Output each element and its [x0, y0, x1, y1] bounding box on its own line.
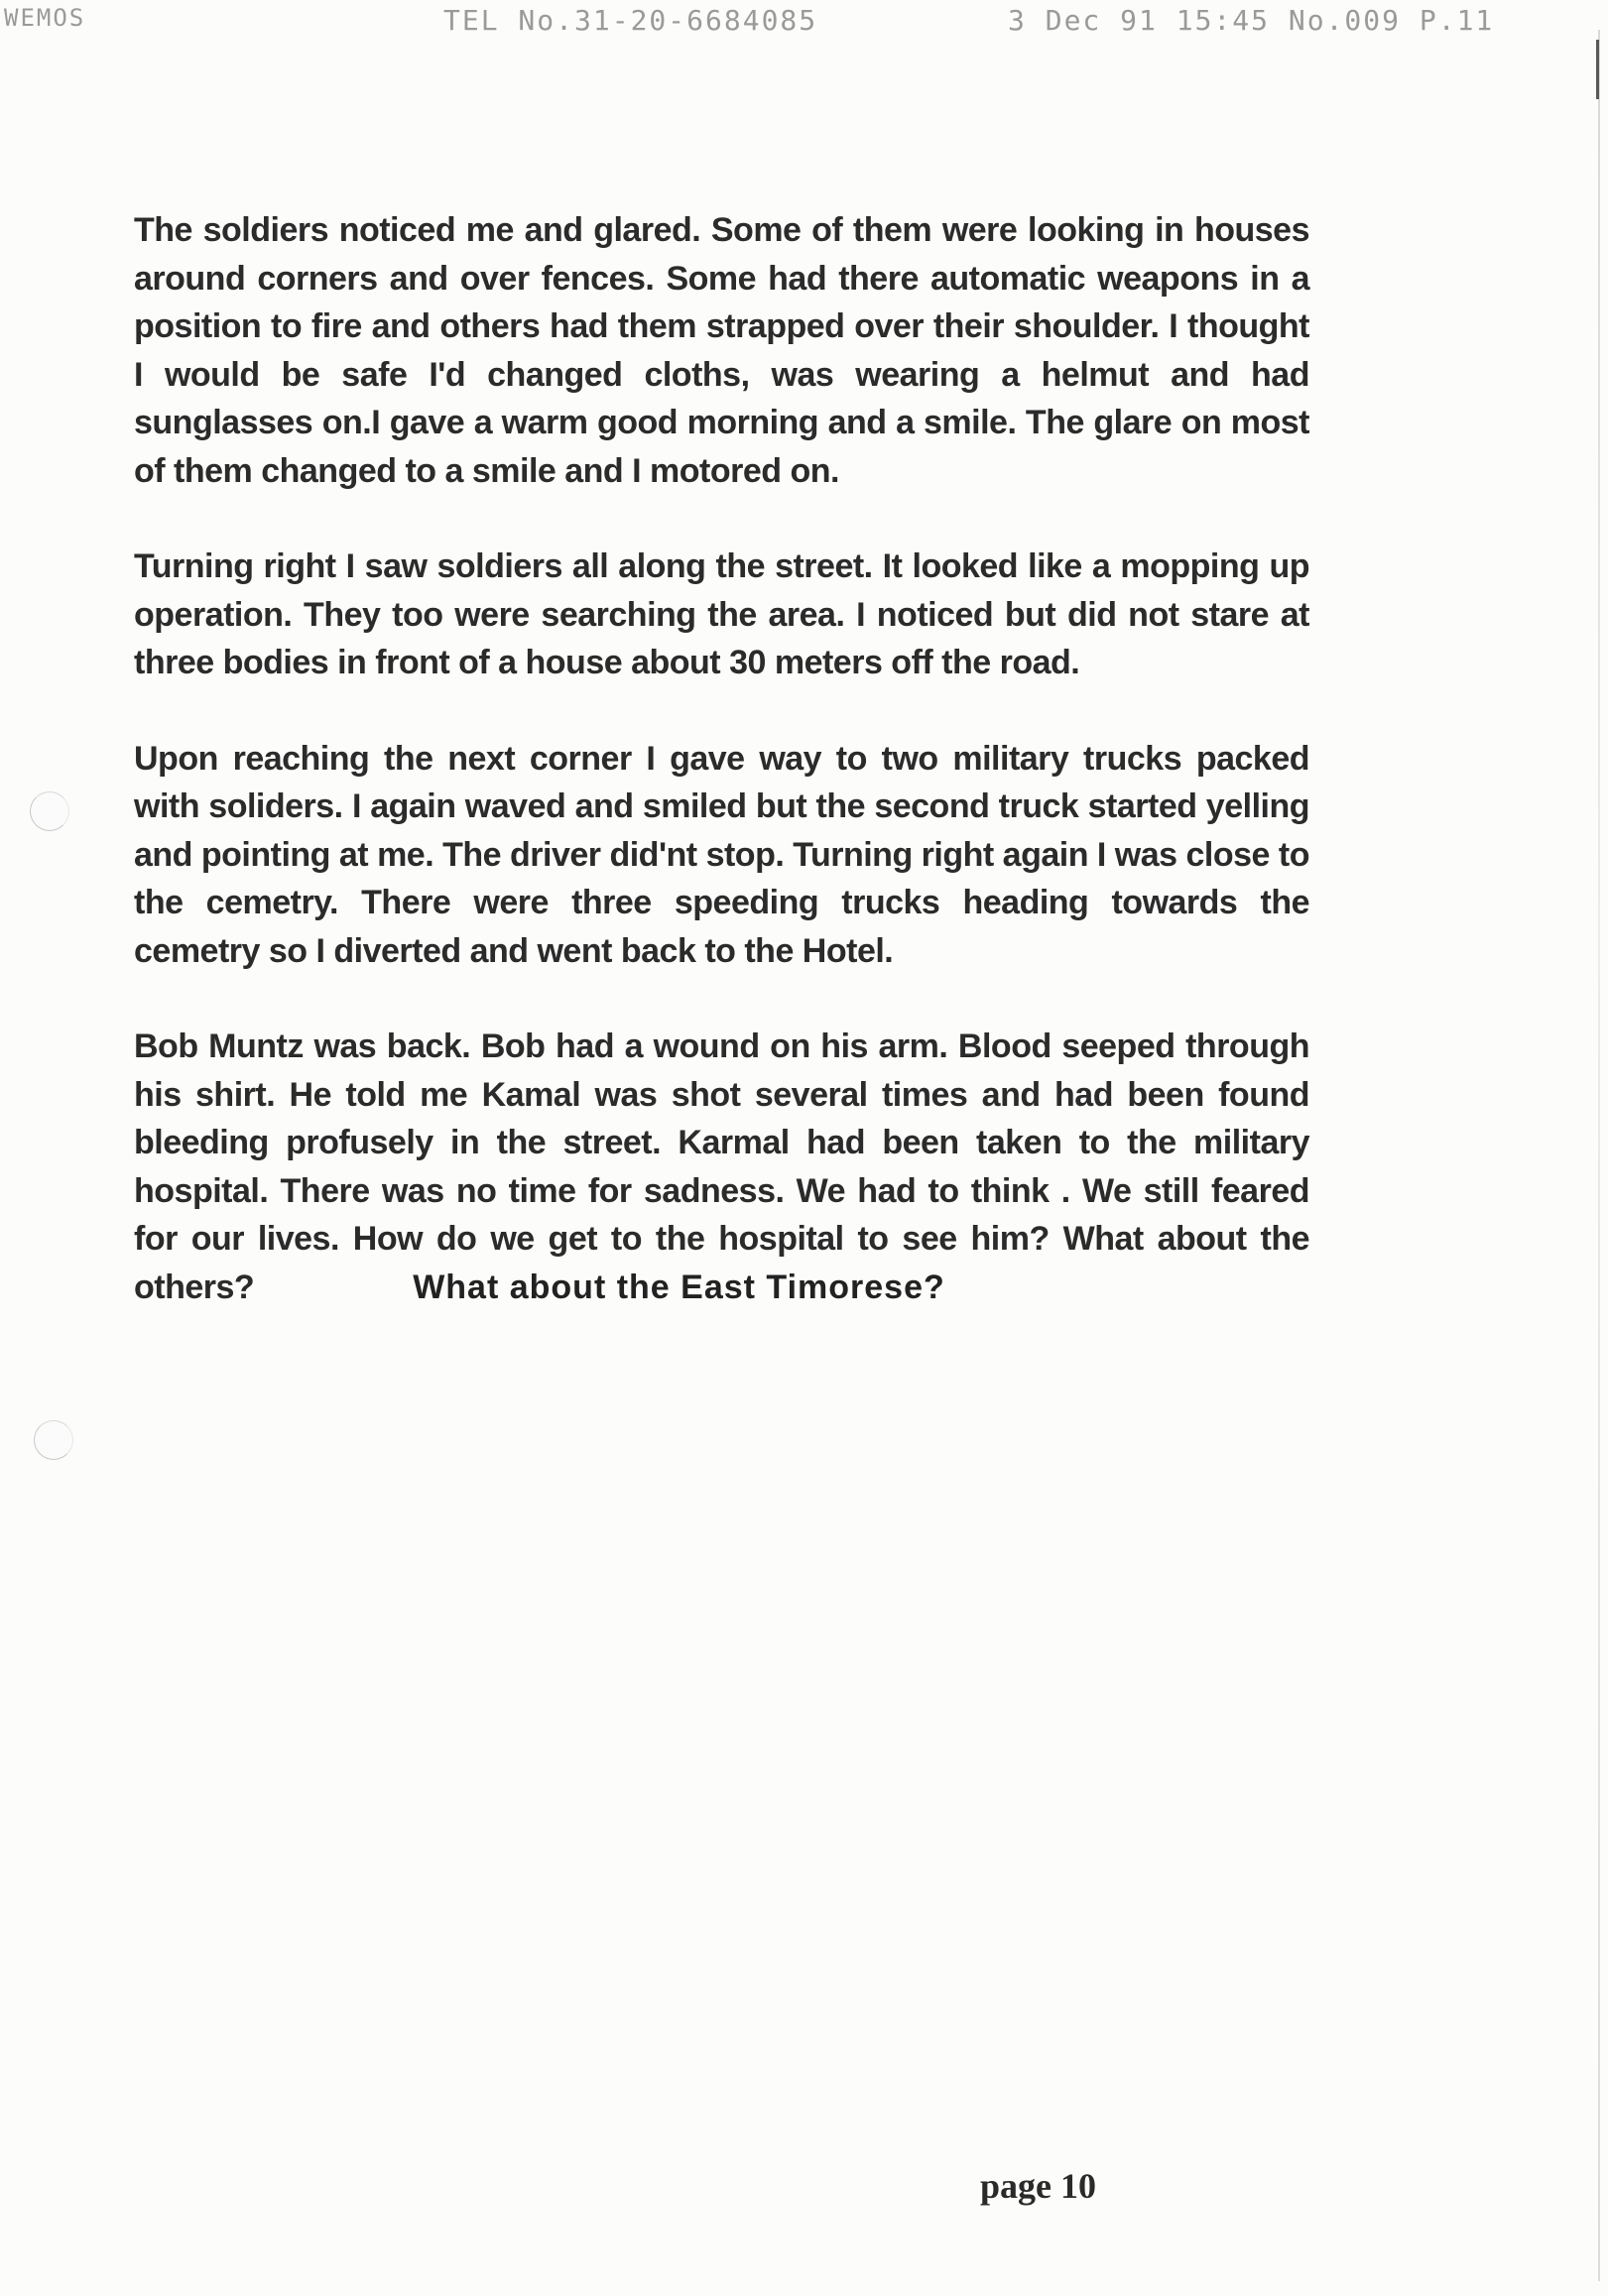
paragraph-4 [134, 1023, 1309, 1311]
page-number: page 10 [980, 2166, 1096, 2206]
fax-sender: WEMOS [4, 4, 86, 32]
page-edge-shadow [1598, 30, 1600, 2281]
fax-header [0, 4, 1608, 44]
paragraph-4-text: Bob Muntz was back. Bob had a wound on his arm. Blood seeped through his shirt. He told me Kamal was shot several times and had been found bleeding profusely in the street. Karmal had been taken to the military hospital. There was no time for sadness. We had to think . We still feared for our lives. How do we get to the hospital to see him? What about the others? [134, 1027, 1309, 1306]
paragraph-3: Upon reaching the next corner I gave way to two military trucks packed with soliders. I again waved and smiled but the second truck started yelling and pointing at me. The driver did'nt stop. Turning right again I was close to the cemetry. There were three speeding trucks heading towards the cemetry so I diverted and went back to the Hotel. [134, 739, 1309, 970]
fax-telephone: TEL No.31-20-6684085 [443, 4, 818, 37]
punch-hole-icon [30, 791, 69, 831]
emphasis-question: What about the East Timorese? [413, 1268, 945, 1306]
punch-hole-icon [34, 1420, 73, 1460]
paragraph-1: The soldiers noticed me and glared. Some of them were looking in houses around corners and over fences. Some had there automatic weapons in a position to fire and others had them strapped over their shoulder. I thought I would be safe I'd changed cloths, was wearing a helmut and had sunglasses on.I gave a warm good morning and a smile. The glare on most of them changed to a smile and I motored on. [134, 211, 1309, 490]
page-edge-mark [1596, 40, 1599, 99]
document-body [134, 206, 1309, 1359]
fax-date-line: 3 Dec 91 15:45 No.009 P.11 [1008, 4, 1495, 37]
paragraph-2: Turning right I saw soldiers all along the street. It looked like a mopping up operation. They too were searching the area. I noticed but did not stare at three bodies in front of a house about 30 meters off the road. [134, 547, 1309, 681]
